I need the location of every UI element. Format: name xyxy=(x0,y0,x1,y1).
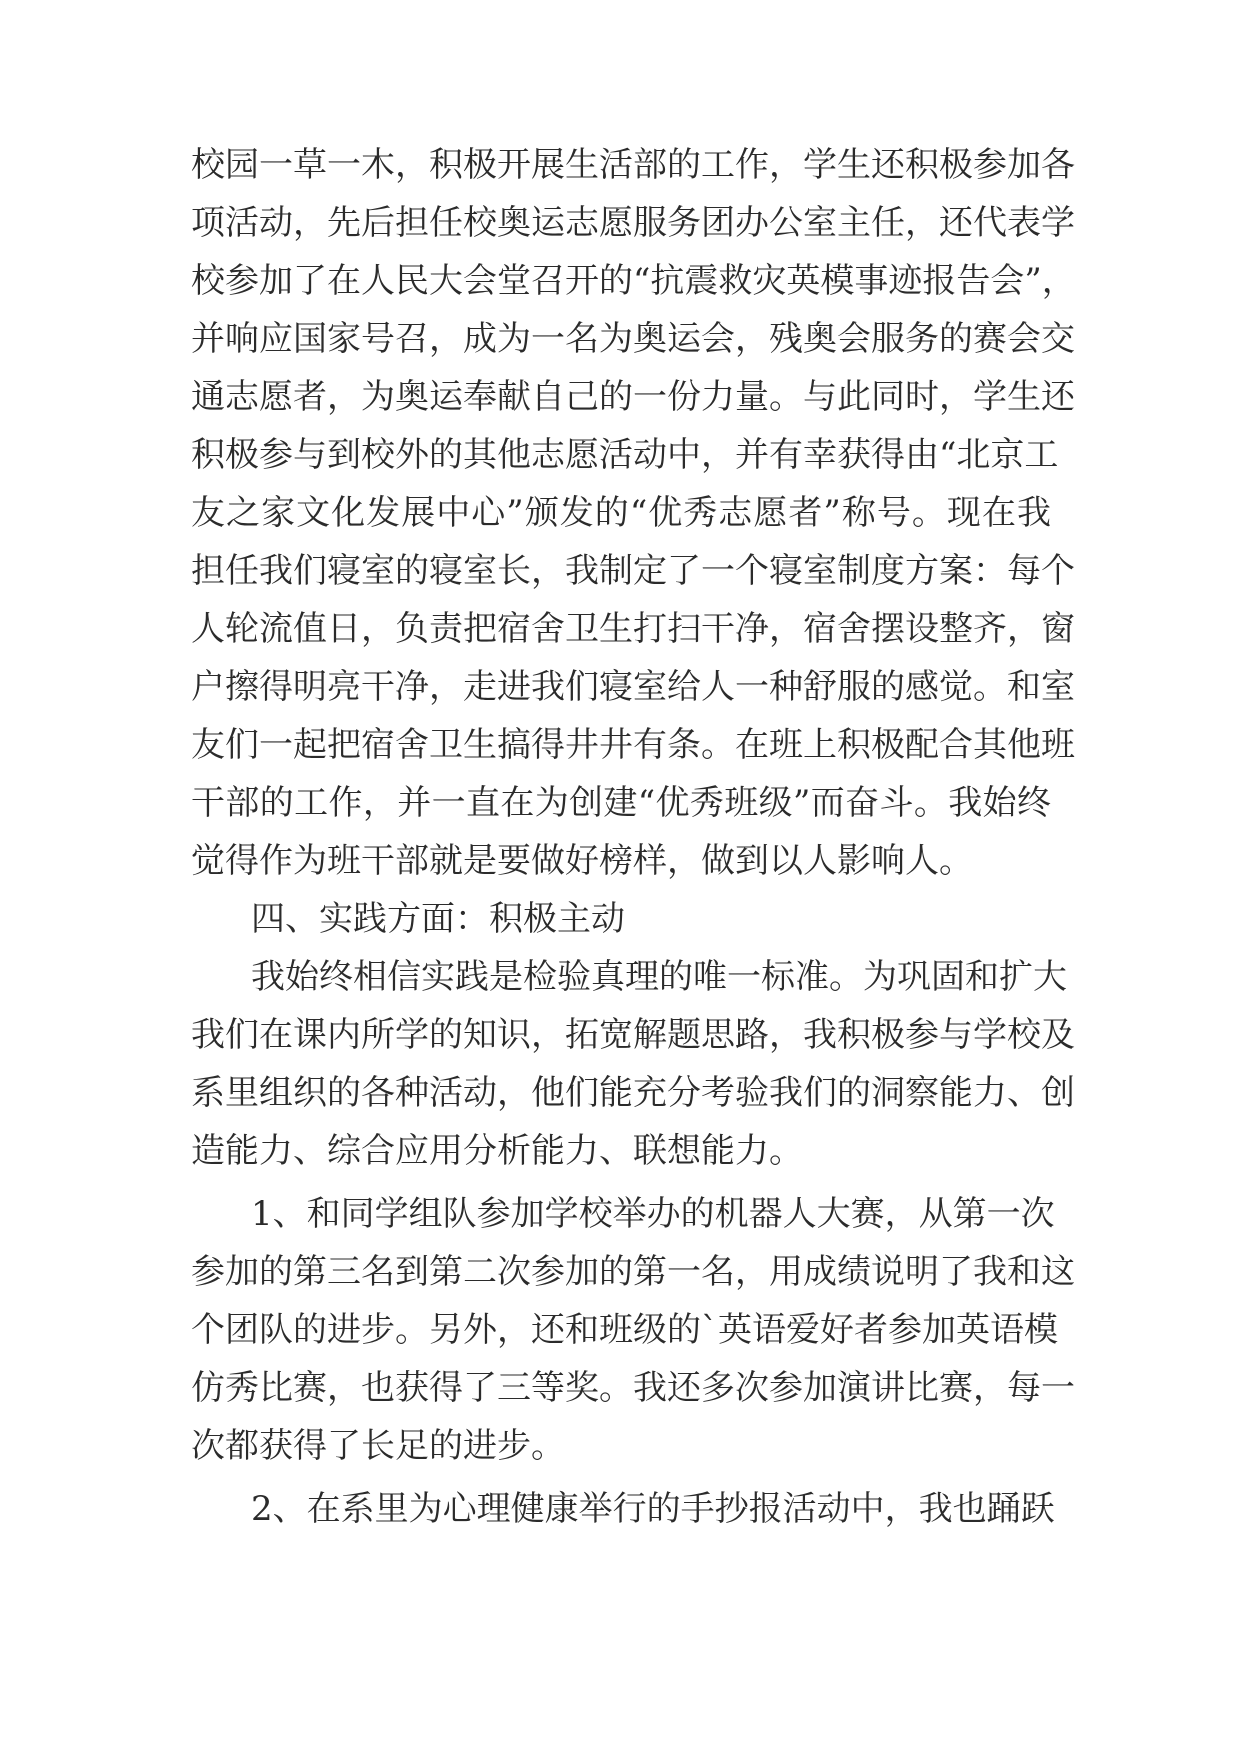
list-item-line: 次都获得了长足的进步。 xyxy=(191,1426,565,1466)
paragraph-line: 并响应国家号召，成为一名为奥运会，残奥会服务的赛会交 xyxy=(191,319,1075,359)
paragraph-line: 担任我们寝室的寝室长，我制定了一个寝室制度方案：每个 xyxy=(191,551,1075,591)
paragraph-line: 积极参与到校外的其他志愿活动中，并有幸获得由“北京工 xyxy=(191,435,1059,475)
list-item-line: 1、和同学组队参加学校举办的机器人大赛，从第一次 xyxy=(251,1194,1055,1234)
list-item-line: 个团队的进步。另外，还和班级的`英语爱好者参加英语模 xyxy=(191,1310,1058,1350)
paragraph-line: 我们在课内所学的知识，拓宽解题思路，我积极参与学校及 xyxy=(191,1015,1075,1055)
paragraph-line: 项活动，先后担任校奥运志愿服务团办公室主任，还代表学 xyxy=(191,203,1075,243)
paragraph-line: 我始终相信实践是检验真理的唯一标准。为巩固和扩大 xyxy=(251,957,1067,997)
paragraph-line: 觉得作为班干部就是要做好榜样，做到以人影响人。 xyxy=(191,841,973,881)
paragraph-line: 干部的工作，并一直在为创建“优秀班级”而奋斗。我始终 xyxy=(191,783,1051,823)
list-item-line: 参加的第三名到第二次参加的第一名，用成绩说明了我和这 xyxy=(191,1252,1075,1292)
paragraph-line: 户擦得明亮干净，走进我们寝室给人一种舒服的感觉。和室 xyxy=(191,667,1075,707)
section-heading: 四、实践方面：积极主动 xyxy=(251,899,625,939)
paragraph-line: 友之家文化发展中心”颁发的“优秀志愿者”称号。现在我 xyxy=(191,493,1051,533)
paragraph-line: 通志愿者，为奥运奉献自己的一份力量。与此同时，学生还 xyxy=(191,377,1075,417)
paragraph-line: 校园一草一木，积极开展生活部的工作，学生还积极参加各 xyxy=(191,145,1075,185)
paragraph-line: 系里组织的各种活动，他们能充分考验我们的洞察能力、创 xyxy=(191,1073,1075,1113)
list-item-line: 2、在系里为心理健康举行的手抄报活动中，我也踊跃 xyxy=(251,1489,1055,1529)
paragraph-line: 友们一起把宿舍卫生搞得井井有条。在班上积极配合其他班 xyxy=(191,725,1075,765)
list-item-line: 仿秀比赛，也获得了三等奖。我还多次参加演讲比赛，每一 xyxy=(191,1368,1075,1408)
paragraph-line: 校参加了在人民大会堂召开的“抗震救灾英模事迹报告会”， xyxy=(191,261,1076,301)
paragraph-line: 人轮流值日，负责把宿舍卫生打扫干净，宿舍摆设整齐，窗 xyxy=(191,609,1075,649)
paragraph-line: 造能力、综合应用分析能力、联想能力。 xyxy=(191,1131,803,1171)
